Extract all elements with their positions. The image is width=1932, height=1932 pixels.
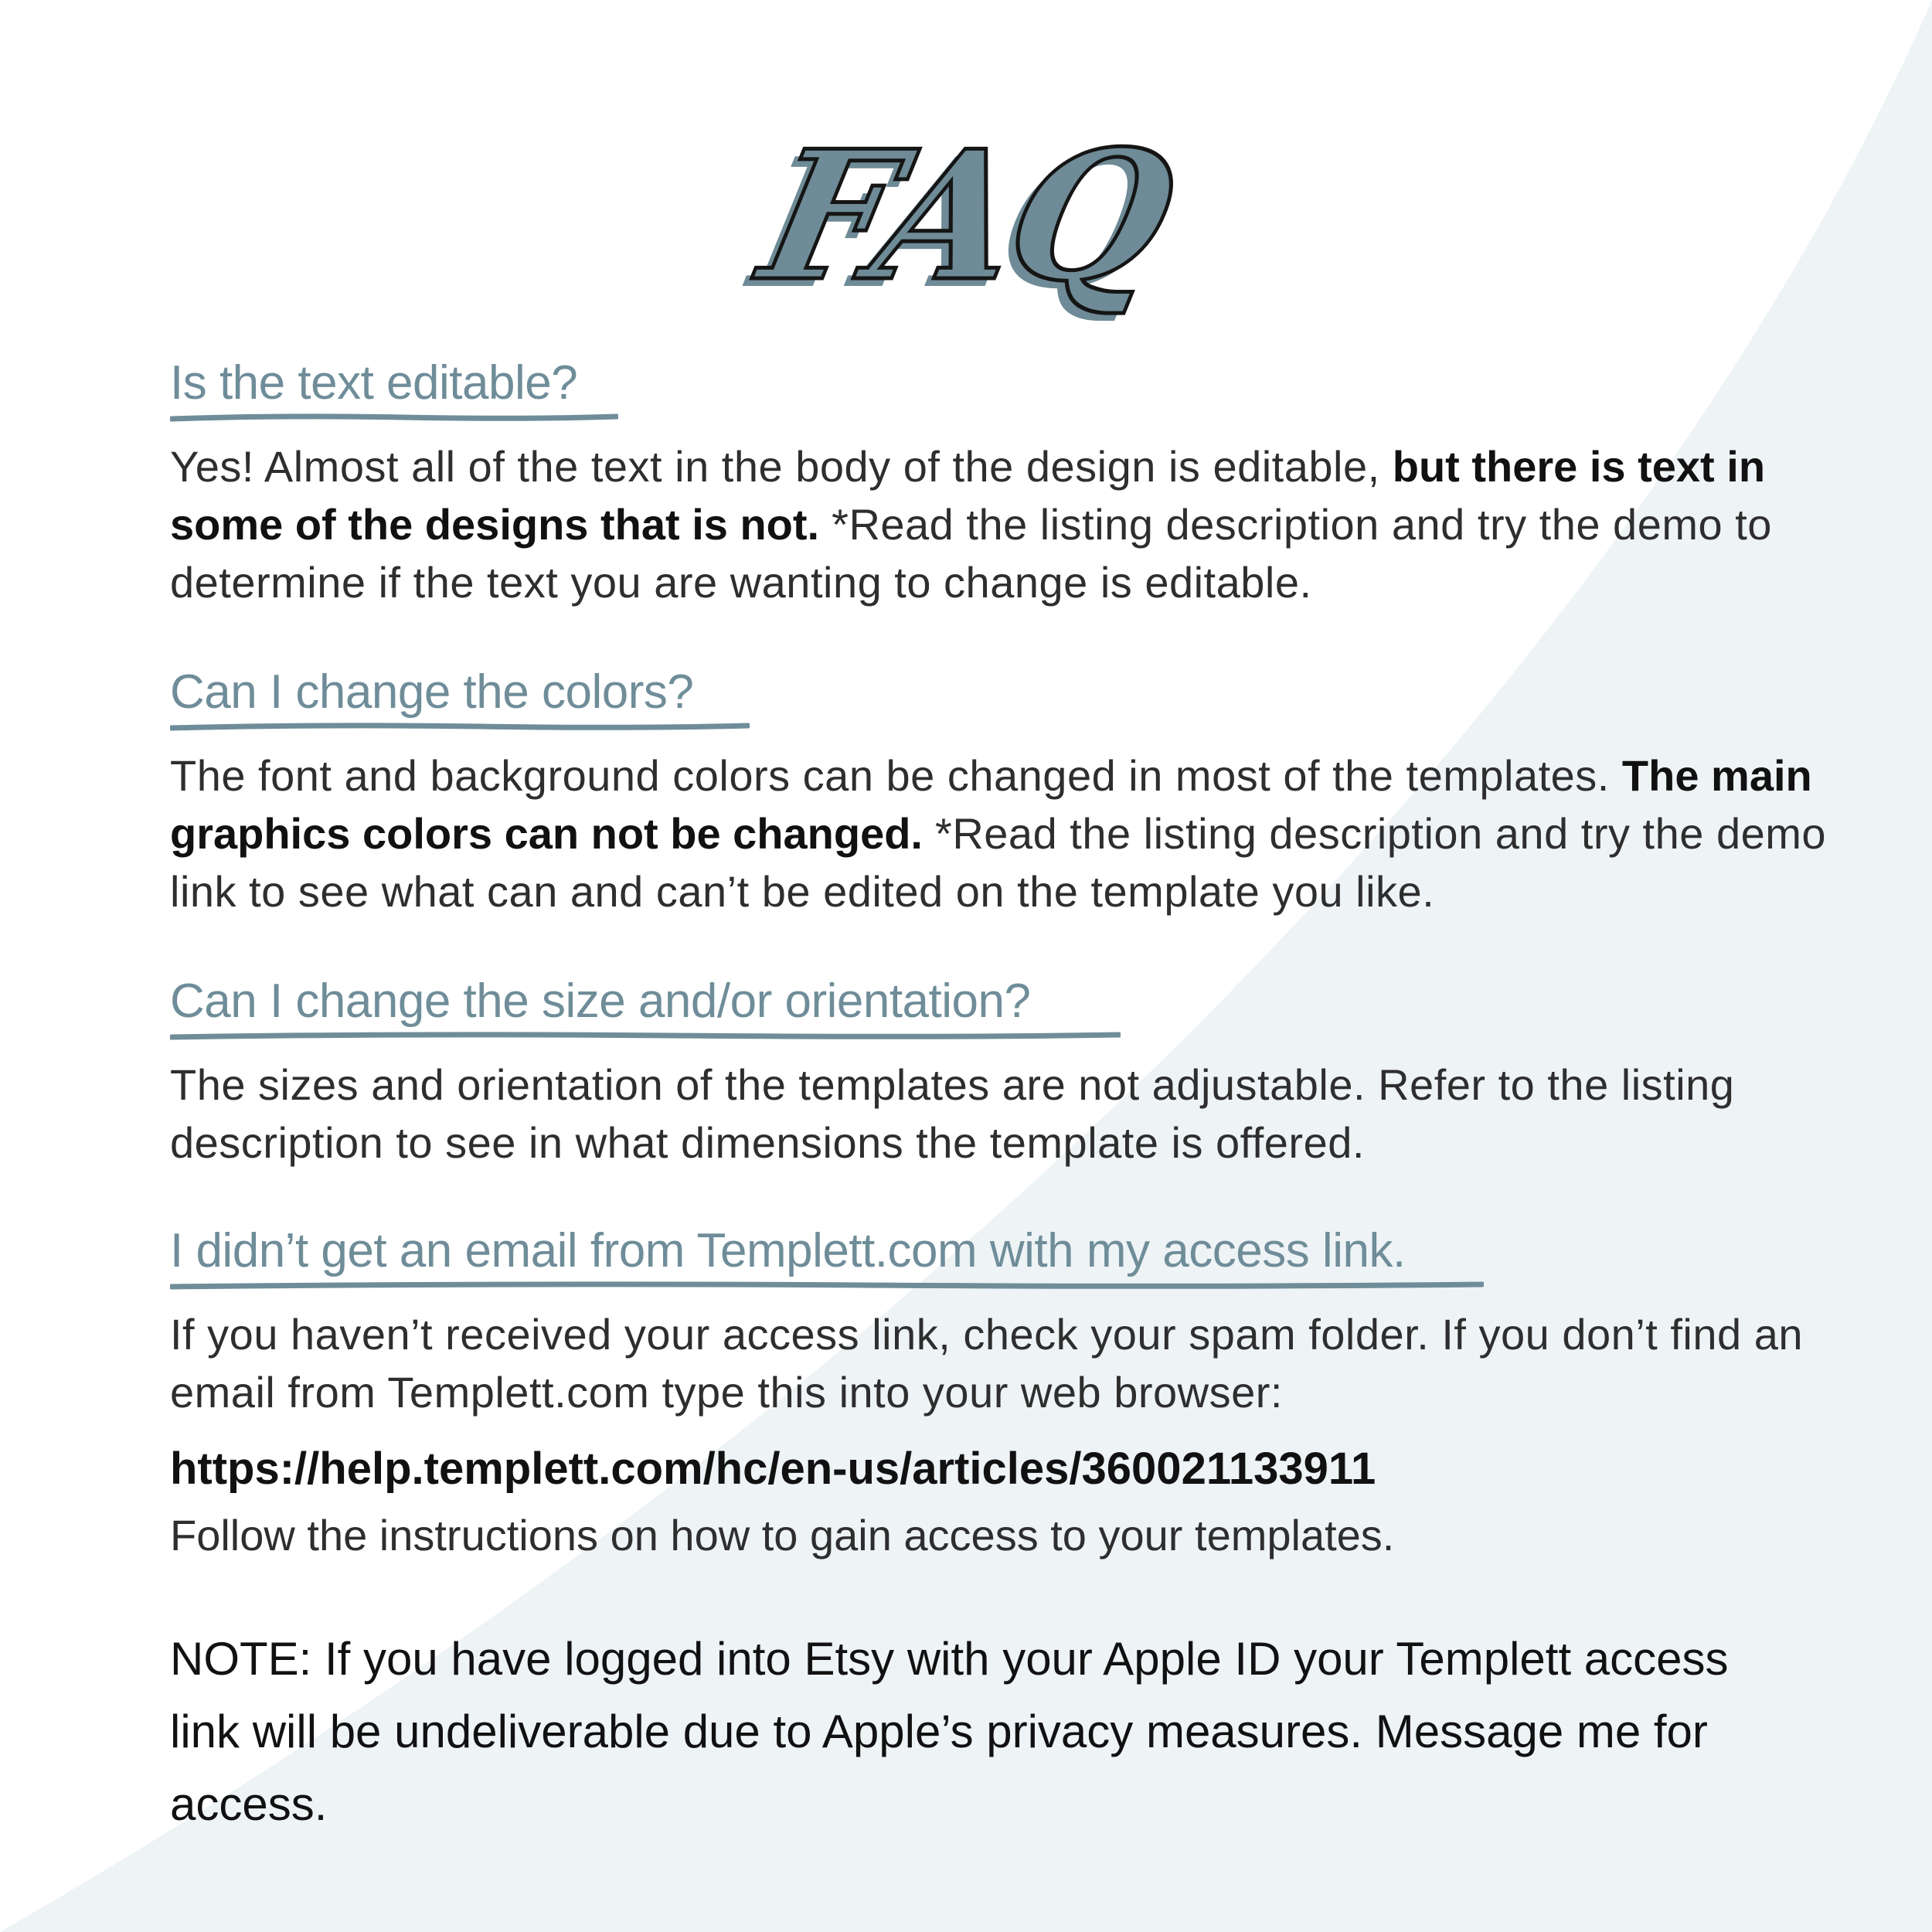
question-underline (170, 1281, 1484, 1291)
faq-question: Is the text editable? (170, 356, 578, 410)
faq-item-size-orientation (170, 975, 1832, 1172)
faq-title (742, 93, 1190, 340)
question-underline (170, 722, 750, 733)
faq-answer: Yes! Almost all of the text in the body of the design is editable, but there is text in some of the designs that is not. *Read the listing description and try the demo to determine if the text you are wanting to change is editable. (170, 442, 1772, 607)
question-underline (170, 1031, 1121, 1042)
faq-answer: The sizes and orientation of the templates are not adjustable. Refer to the listing description to see in what dimensions the template is offered. (170, 1060, 1735, 1168)
faq-item-no-email (170, 1225, 1832, 1564)
faq-question: Can I change the size and/or orientation? (170, 975, 1031, 1028)
help-article-link[interactable]: https://help.templett.com/hc/en-us/articles/360021133911 (170, 1444, 1376, 1495)
faq-item-text-editable (170, 357, 1832, 611)
question-underline (170, 413, 618, 423)
faq-question: Can I change the colors? (170, 665, 694, 719)
follow-instructions-text: Follow the instructions on how to gain access to your templates. (170, 1511, 1395, 1560)
faq-answer: If you haven’t received your access link, check your spam folder. If you don’t find an email from Templett.com type this into your web browser: (170, 1310, 1803, 1417)
faq-title-text: FAQ (746, 112, 1186, 321)
apple-id-note: NOTE: If you have logged into Etsy with your Apple ID your Templett access link will be undeliverable due to Apple’s privacy measures. Message me for access. (170, 1633, 1729, 1830)
faq-answer: The font and background colors can be changed in most of the templates. The main graphics colors can not be changed. *Read the listing description and try the demo link to see what can and can’t be edited on the template you like. (170, 751, 1827, 917)
faq-item-change-colors (170, 666, 1832, 920)
faq-question: I didn’t get an email from Templett.com with my access link. (170, 1224, 1406, 1277)
